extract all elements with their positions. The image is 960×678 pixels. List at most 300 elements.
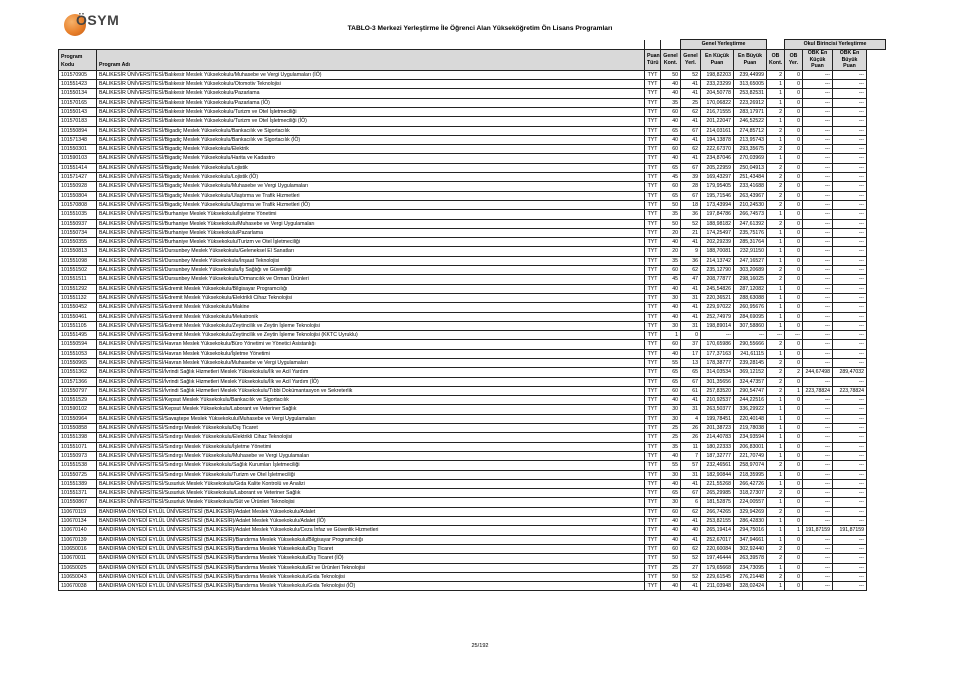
cell-ob-yer: 0: [785, 424, 803, 433]
cell-puan-turu: TYT: [645, 386, 661, 395]
cell-program-code: 101571366: [59, 377, 97, 386]
cell-ob-yer: 0: [785, 135, 803, 144]
cell-obk-en-kucuk-puan: ---: [803, 154, 833, 163]
cell-ob-kont: 1: [767, 442, 785, 451]
cell-en-kucuk-puan: 263,50377: [701, 405, 734, 414]
cell-en-buyuk-puan: 290,55666: [734, 340, 767, 349]
cell-program-name: BANDIRMA ONYEDİ EYLÜL ÜNİVERSİTESİ (BALIKESİR)/Adalet Meslek Yüksekokulu/Adalet (İÖ): [97, 517, 645, 526]
col-ob-yer: OB Yer.: [785, 50, 803, 71]
cell-obk-en-buyuk-puan: ---: [833, 145, 867, 154]
cell-ob-yer: 0: [785, 284, 803, 293]
table-row: [59, 182, 886, 191]
cell-ob-kont: 1: [767, 470, 785, 479]
cell-obk-en-kucuk-puan: ---: [803, 498, 833, 507]
cell-ob-kont: 1: [767, 433, 785, 442]
cell-genel-kont: 60: [661, 182, 681, 191]
cell-genel-kont: 30: [661, 321, 681, 330]
cell-genel-yerl: 67: [681, 126, 701, 135]
cell-program-name: BALIKESİR ÜNİVERSİTESİ/Dursunbey Meslek Yüksekokulu/Ormancılık ve Orman Ürünleri: [97, 275, 645, 284]
cell-genel-yerl: 41: [681, 479, 701, 488]
cell-ob-kont: 1: [767, 498, 785, 507]
cell-obk-en-buyuk-puan: ---: [833, 275, 867, 284]
cell-program-name: BALIKESİR ÜNİVERSİTESİ/Bigadiç Meslek Yüksekokulu/Bankacılık ve Sigortacılık: [97, 126, 645, 135]
cell-program-code: 101570905: [59, 70, 97, 79]
cell-ob-kont: 2: [767, 340, 785, 349]
cell-program-code: 101551511: [59, 275, 97, 284]
cell-en-buyuk-puan: 235,75176: [734, 228, 767, 237]
cell-obk-en-kucuk-puan: ---: [803, 98, 833, 107]
cell-genel-yerl: 25: [681, 98, 701, 107]
cell-ob-kont: 1: [767, 80, 785, 89]
cell-obk-en-buyuk-puan: ---: [833, 117, 867, 126]
table-row: [59, 507, 886, 516]
col-program-kodu: Program Kodu: [59, 50, 97, 71]
cell-puan-turu: TYT: [645, 247, 661, 256]
cell-ob-yer: 2: [785, 368, 803, 377]
cell-program-code: 101551398: [59, 433, 97, 442]
table-row: [59, 498, 886, 507]
table-row: [59, 331, 886, 340]
cell-en-kucuk-puan: 222,67370: [701, 145, 734, 154]
cell-program-name: BALIKESİR ÜNİVERSİTESİ/İvrindi Sağlık Hizmetleri Meslek Yüksekokulu/Tıbbi Dokümantasyon ve Sekreterlik: [97, 386, 645, 395]
cell-genel-kont: 65: [661, 163, 681, 172]
cell-genel-kont: 60: [661, 266, 681, 275]
table-row: [59, 135, 886, 144]
cell-obk-en-buyuk-puan: ---: [833, 107, 867, 116]
document-title: TABLO-3 Merkezi Yerleştirme İle Öğrenci Alan Yükseköğretim Ön Lisans Programları: [347, 25, 613, 32]
cell-ob-yer: 0: [785, 563, 803, 572]
cell-program-name: BALIKESİR ÜNİVERSİTESİ/Bigadiç Meslek Yüksekokulu/Ulaştırma ve Trafik Hizmetleri (İÖ): [97, 200, 645, 209]
cell-genel-yerl: 36: [681, 256, 701, 265]
cell-en-buyuk-puan: 232,91150: [734, 247, 767, 256]
cell-program-name: BANDIRMA ONYEDİ EYLÜL ÜNİVERSİTESİ (BALIKESİR)/Bandırma Meslek Yüksekokulu/Et ve Ürünleri Teknolojisi: [97, 563, 645, 572]
cell-puan-turu: TYT: [645, 210, 661, 219]
cell-en-buyuk-puan: 274,85712: [734, 126, 767, 135]
cell-ob-yer: 0: [785, 266, 803, 275]
cell-en-buyuk-puan: 329,94269: [734, 507, 767, 516]
cell-obk-en-kucuk-puan: ---: [803, 126, 833, 135]
cell-obk-en-buyuk-puan: ---: [833, 479, 867, 488]
cell-ob-yer: 0: [785, 405, 803, 414]
cell-ob-yer: 1: [785, 526, 803, 535]
cell-en-buyuk-puan: 246,52522: [734, 117, 767, 126]
col-ob-kont: OB Kont.: [767, 50, 785, 71]
cell-ob-kont: 2: [767, 126, 785, 135]
cell-ob-yer: 0: [785, 340, 803, 349]
cell-en-kucuk-puan: 174,25497: [701, 228, 734, 237]
cell-genel-kont: 40: [661, 526, 681, 535]
cell-puan-turu: TYT: [645, 498, 661, 507]
cell-puan-turu: TYT: [645, 331, 661, 340]
cell-obk-en-buyuk-puan: ---: [833, 554, 867, 563]
cell-ob-yer: 0: [785, 396, 803, 405]
cell-program-name: BALIKESİR ÜNİVERSİTESİ/Sındırgı Meslek Yüksekokulu/Sağlık Kurumları İşletmeciliği: [97, 461, 645, 470]
cell-genel-yerl: 26: [681, 433, 701, 442]
table-row: [59, 489, 886, 498]
cell-ob-yer: 0: [785, 535, 803, 544]
cell-program-code: 101551502: [59, 266, 97, 275]
cell-program-code: 101551371: [59, 489, 97, 498]
table-row: [59, 405, 886, 414]
cell-genel-yerl: 41: [681, 582, 701, 591]
cell-ob-kont: 1: [767, 210, 785, 219]
cell-ob-yer: 0: [785, 117, 803, 126]
cell-puan-turu: TYT: [645, 461, 661, 470]
table-row: [59, 451, 886, 460]
cell-ob-yer: 0: [785, 303, 803, 312]
cell-ob-kont: 1: [767, 451, 785, 460]
cell-obk-en-kucuk-puan: ---: [803, 275, 833, 284]
cell-program-code: 101570165: [59, 98, 97, 107]
table-row: [59, 563, 886, 572]
cell-en-buyuk-puan: 241,61115: [734, 349, 767, 358]
cell-program-name: BALIKESİR ÜNİVERSİTESİ/Sındırgı Meslek Yüksekokulu/Turizm ve Otel İşletmeciliği: [97, 470, 645, 479]
cell-program-name: BALIKESİR ÜNİVERSİTESİ/Burhaniye Meslek Yüksekokulu/Pazarlama: [97, 228, 645, 237]
col-puan-turu: Puan Türü: [645, 50, 661, 71]
cell-ob-kont: 2: [767, 145, 785, 154]
cell-genel-yerl: 65: [681, 368, 701, 377]
cell-genel-kont: 40: [661, 284, 681, 293]
cell-ob-yer: 0: [785, 200, 803, 209]
cell-program-code: 101551423: [59, 80, 97, 89]
cell-puan-turu: TYT: [645, 544, 661, 553]
table-row: [59, 433, 886, 442]
cell-program-code: 101551071: [59, 442, 97, 451]
cell-obk-en-buyuk-puan: ---: [833, 219, 867, 228]
table-row: [59, 293, 886, 302]
cell-program-name: BANDIRMA ONYEDİ EYLÜL ÜNİVERSİTESİ (BALIKESİR)/Bandırma Meslek Yüksekokulu/Dış Ticaret: [97, 544, 645, 553]
cell-program-name: BANDIRMA ONYEDİ EYLÜL ÜNİVERSİTESİ (BALIKESİR)/Bandırma Meslek Yüksekokulu/Gıda Teknolojisi: [97, 572, 645, 581]
cell-ob-kont: 1: [767, 238, 785, 247]
table-row: [59, 479, 886, 488]
cell-program-code: 101550355: [59, 238, 97, 247]
cell-obk-en-kucuk-puan: ---: [803, 312, 833, 321]
cell-genel-kont: 30: [661, 498, 681, 507]
cell-genel-kont: 50: [661, 219, 681, 228]
cell-program-name: BALIKESİR ÜNİVERSİTESİ/Edremit Meslek Yüksekokulu/Makine: [97, 303, 645, 312]
cell-obk-en-buyuk-puan: ---: [833, 135, 867, 144]
cell-ob-yer: 0: [785, 228, 803, 237]
cell-puan-turu: TYT: [645, 191, 661, 200]
cell-ob-yer: 0: [785, 256, 803, 265]
cell-program-name: BALIKESİR ÜNİVERSİTESİ/Edremit Meslek Yüksekokulu/Zeytincilik ve Zeytin İşleme Teknolojisi (KKTC Uyruklu): [97, 331, 645, 340]
group-genel-yerlestirme: Genel Yerleştirme: [681, 40, 767, 50]
cell-ob-kont: 2: [767, 368, 785, 377]
table-row: [59, 256, 886, 265]
cell-puan-turu: TYT: [645, 507, 661, 516]
cell-ob-yer: 0: [785, 498, 803, 507]
cell-ob-kont: 1: [767, 535, 785, 544]
cell-genel-yerl: 61: [681, 386, 701, 395]
cell-program-code: 110650016: [59, 544, 97, 553]
cell-en-buyuk-puan: 276,21448: [734, 572, 767, 581]
cell-obk-en-buyuk-puan: ---: [833, 154, 867, 163]
cell-genel-kont: 30: [661, 293, 681, 302]
cell-en-kucuk-puan: 194,13878: [701, 135, 734, 144]
cell-genel-kont: 50: [661, 572, 681, 581]
cell-obk-en-kucuk-puan: ---: [803, 145, 833, 154]
cell-en-buyuk-puan: 318,27307: [734, 489, 767, 498]
cell-obk-en-buyuk-puan: ---: [833, 200, 867, 209]
cell-genel-yerl: 41: [681, 312, 701, 321]
cell-puan-turu: TYT: [645, 563, 661, 572]
cell-obk-en-buyuk-puan: ---: [833, 321, 867, 330]
cell-obk-en-kucuk-puan: ---: [803, 349, 833, 358]
cell-genel-kont: 40: [661, 80, 681, 89]
cell-program-name: BALIKESİR ÜNİVERSİTESİ/Kepsut Meslek Yüksekokulu/Laborant ve Veteriner Sağlık: [97, 405, 645, 414]
cell-ob-yer: 1: [785, 386, 803, 395]
cell-puan-turu: TYT: [645, 479, 661, 488]
cell-ob-yer: 0: [785, 238, 803, 247]
cell-genel-yerl: 62: [681, 544, 701, 553]
cell-obk-en-buyuk-puan: ---: [833, 293, 867, 302]
cell-en-kucuk-puan: 177,37163: [701, 349, 734, 358]
cell-obk-en-kucuk-puan: ---: [803, 89, 833, 98]
cell-ob-kont: 1: [767, 405, 785, 414]
cell-obk-en-buyuk-puan: ---: [833, 582, 867, 591]
cell-en-kucuk-puan: 181,52875: [701, 498, 734, 507]
cell-genel-yerl: 41: [681, 535, 701, 544]
cell-program-name: BALIKESİR ÜNİVERSİTESİ/Edremit Meslek Yüksekokulu/Elektrikli Cihaz Teknolojisi: [97, 293, 645, 302]
cell-en-kucuk-puan: 197,84786: [701, 210, 734, 219]
cell-obk-en-kucuk-puan: ---: [803, 479, 833, 488]
table-row: [59, 126, 886, 135]
cell-en-kucuk-puan: 201,22047: [701, 117, 734, 126]
cell-genel-yerl: 52: [681, 554, 701, 563]
cell-obk-en-kucuk-puan: ---: [803, 219, 833, 228]
cell-program-code: 101551105: [59, 321, 97, 330]
table-row: [59, 535, 886, 544]
cell-genel-kont: 40: [661, 89, 681, 98]
cell-program-code: 101550858: [59, 424, 97, 433]
cell-puan-turu: TYT: [645, 117, 661, 126]
table-row: [59, 80, 886, 89]
cell-en-buyuk-puan: 266,42726: [734, 479, 767, 488]
cell-en-buyuk-puan: 283,17971: [734, 107, 767, 116]
cell-program-code: 101551132: [59, 293, 97, 302]
cell-obk-en-kucuk-puan: ---: [803, 358, 833, 367]
cell-genel-yerl: 41: [681, 517, 701, 526]
cell-obk-en-kucuk-puan: ---: [803, 507, 833, 516]
cell-obk-en-buyuk-puan: ---: [833, 377, 867, 386]
cell-ob-yer: 0: [785, 107, 803, 116]
cell-puan-turu: TYT: [645, 173, 661, 182]
cell-en-buyuk-puan: 298,16025: [734, 275, 767, 284]
cell-ob-yer: 0: [785, 349, 803, 358]
cell-genel-kont: 40: [661, 312, 681, 321]
cell-program-name: BALIKESİR ÜNİVERSİTESİ/Kepsut Meslek Yüksekokulu/Bankacılık ve Sigortacılık: [97, 396, 645, 405]
cell-en-kucuk-puan: 208,77877: [701, 275, 734, 284]
col-genel-kont: Genel Kont.: [661, 50, 681, 71]
cell-obk-en-kucuk-puan: ---: [803, 256, 833, 265]
col-en-kucuk-puan: En Küçük Puan: [701, 50, 734, 71]
cell-ob-kont: 1: [767, 582, 785, 591]
table-row: [59, 107, 886, 116]
cell-obk-en-buyuk-puan: ---: [833, 163, 867, 172]
table-row: [59, 582, 886, 591]
cell-genel-yerl: 41: [681, 135, 701, 144]
cell-obk-en-buyuk-puan: ---: [833, 498, 867, 507]
cell-program-name: BALIKESİR ÜNİVERSİTESİ/Susurluk Meslek Yüksekokulu/Süt ve Ürünleri Teknolojisi: [97, 498, 645, 507]
cell-puan-turu: TYT: [645, 321, 661, 330]
cell-ob-kont: 1: [767, 479, 785, 488]
cell-obk-en-kucuk-puan: ---: [803, 331, 833, 340]
cell-program-code: 101570183: [59, 117, 97, 126]
cell-ob-kont: 1: [767, 293, 785, 302]
table-row: [59, 312, 886, 321]
cell-obk-en-kucuk-puan: ---: [803, 377, 833, 386]
cell-genel-kont: 40: [661, 582, 681, 591]
cell-ob-yer: 0: [785, 312, 803, 321]
cell-en-kucuk-puan: 198,89014: [701, 321, 734, 330]
cell-program-name: BALIKESİR ÜNİVERSİTESİ/Bigadiç Meslek Yüksekokulu/Elektrik: [97, 145, 645, 154]
cell-puan-turu: TYT: [645, 238, 661, 247]
cell-obk-en-kucuk-puan: ---: [803, 228, 833, 237]
cell-genel-kont: 65: [661, 377, 681, 386]
cell-en-buyuk-puan: 258,97074: [734, 461, 767, 470]
cell-ob-kont: 1: [767, 89, 785, 98]
cell-program-name: BALIKESİR ÜNİVERSİTESİ/Burhaniye Meslek Yüksekokulu/İşletme Yönetimi: [97, 210, 645, 219]
cell-program-code: 101551362: [59, 368, 97, 377]
cell-en-kucuk-puan: 214,40783: [701, 433, 734, 442]
cell-obk-en-buyuk-puan: ---: [833, 489, 867, 498]
cell-program-code: 101550937: [59, 219, 97, 228]
cell-puan-turu: TYT: [645, 424, 661, 433]
cell-ob-yer: 0: [785, 80, 803, 89]
cell-en-buyuk-puan: 324,47357: [734, 377, 767, 386]
cell-genel-kont: 60: [661, 544, 681, 553]
table-row: [59, 572, 886, 581]
cell-ob-kont: 1: [767, 98, 785, 107]
table-row: [59, 377, 886, 386]
cell-en-buyuk-puan: 223,26912: [734, 98, 767, 107]
cell-en-kucuk-puan: 233,23299: [701, 80, 734, 89]
cell-en-kucuk-puan: 220,36521: [701, 293, 734, 302]
cell-ob-kont: 1: [767, 256, 785, 265]
cell-en-buyuk-puan: 206,83001: [734, 442, 767, 451]
cell-en-kucuk-puan: 187,32777: [701, 451, 734, 460]
cell-ob-yer: 0: [785, 572, 803, 581]
cell-ob-kont: 2: [767, 461, 785, 470]
cell-puan-turu: TYT: [645, 135, 661, 144]
cell-en-buyuk-puan: 260,95676: [734, 303, 767, 312]
table-row: [59, 70, 886, 79]
cell-en-kucuk-puan: 235,12790: [701, 266, 734, 275]
cell-puan-turu: TYT: [645, 80, 661, 89]
cell-genel-kont: 45: [661, 173, 681, 182]
cell-ob-kont: 1: [767, 284, 785, 293]
cell-program-code: 101551538: [59, 461, 97, 470]
cell-puan-turu: TYT: [645, 266, 661, 275]
table-row: [59, 154, 886, 163]
cell-obk-en-buyuk-puan: ---: [833, 256, 867, 265]
cell-en-kucuk-puan: 214,13742: [701, 256, 734, 265]
cell-ob-yer: 0: [785, 442, 803, 451]
cell-obk-en-kucuk-puan: ---: [803, 284, 833, 293]
cell-en-buyuk-puan: 290,54747: [734, 386, 767, 395]
cell-program-code: 101550734: [59, 228, 97, 237]
cell-program-code: 101551495: [59, 331, 97, 340]
cell-genel-kont: 40: [661, 238, 681, 247]
cell-obk-en-buyuk-puan: ---: [833, 517, 867, 526]
cell-obk-en-buyuk-puan: ---: [833, 173, 867, 182]
cell-program-code: 101590103: [59, 154, 97, 163]
cell-puan-turu: TYT: [645, 572, 661, 581]
cell-obk-en-kucuk-puan: ---: [803, 405, 833, 414]
cell-ob-kont: 2: [767, 377, 785, 386]
cell-program-name: BALIKESİR ÜNİVERSİTESİ/Bigadiç Meslek Yüksekokulu/Lojistik: [97, 163, 645, 172]
cell-genel-kont: 50: [661, 554, 681, 563]
cell-obk-en-buyuk-puan: 223,78824: [833, 386, 867, 395]
cell-obk-en-buyuk-puan: ---: [833, 89, 867, 98]
cell-genel-kont: 65: [661, 191, 681, 200]
cell-ob-yer: 0: [785, 70, 803, 79]
cell-program-name: BALIKESİR ÜNİVERSİTESİ/Bigadiç Meslek Yüksekokulu/Ulaştırma ve Trafik Hizmetleri: [97, 191, 645, 200]
cell-program-name: BALIKESİR ÜNİVERSİTESİ/Susurluk Meslek Yüksekokulu/Gıda Kalite Kontrolü ve Analizi: [97, 479, 645, 488]
cell-genel-yerl: 6: [681, 498, 701, 507]
cell-puan-turu: TYT: [645, 433, 661, 442]
cell-ob-kont: 1: [767, 303, 785, 312]
cell-program-code: 101551414: [59, 163, 97, 172]
cell-obk-en-buyuk-puan: ---: [833, 349, 867, 358]
cell-ob-kont: 2: [767, 219, 785, 228]
cell-en-kucuk-puan: 252,74979: [701, 312, 734, 321]
cell-ob-yer: 0: [785, 163, 803, 172]
cell-program-code: 101550928: [59, 182, 97, 191]
cell-program-name: BANDIRMA ONYEDİ EYLÜL ÜNİVERSİTESİ (BALIKESİR)/Bandırma Meslek Yüksekokulu/Dış Ticaret (İÖ): [97, 554, 645, 563]
cell-ob-yer: 0: [785, 126, 803, 135]
cell-ob-kont: 1: [767, 563, 785, 572]
cell-en-buyuk-puan: 284,69095: [734, 312, 767, 321]
cell-genel-yerl: 57: [681, 461, 701, 470]
cell-program-name: BALIKESİR ÜNİVERSİTESİ/Dursunbey Meslek Yüksekokulu/İş Sağlığı ve Güvenliği: [97, 266, 645, 275]
cell-en-kucuk-puan: 229,97022: [701, 303, 734, 312]
cell-obk-en-buyuk-puan: ---: [833, 228, 867, 237]
cell-en-kucuk-puan: 257,83520: [701, 386, 734, 395]
cell-en-buyuk-puan: 244,22516: [734, 396, 767, 405]
cell-genel-yerl: 67: [681, 163, 701, 172]
cell-genel-yerl: 67: [681, 191, 701, 200]
cell-obk-en-buyuk-puan: ---: [833, 191, 867, 200]
cell-obk-en-kucuk-puan: ---: [803, 163, 833, 172]
cell-program-name: BALIKESİR ÜNİVERSİTESİ/Susurluk Meslek Yüksekokulu/Laborant ve Veteriner Sağlık: [97, 489, 645, 498]
cell-puan-turu: TYT: [645, 368, 661, 377]
cell-en-buyuk-puan: 213,95743: [734, 135, 767, 144]
cell-ob-yer: 0: [785, 145, 803, 154]
cell-en-kucuk-puan: 245,54826: [701, 284, 734, 293]
cell-en-buyuk-puan: 302,92440: [734, 544, 767, 553]
cell-en-buyuk-puan: 285,31764: [734, 238, 767, 247]
cell-en-buyuk-puan: 239,44999: [734, 70, 767, 79]
cell-program-name: BALIKESİR ÜNİVERSİTESİ/Bigadiç Meslek Yüksekokulu/Lojistik (İÖ): [97, 173, 645, 182]
cell-obk-en-buyuk-puan: ---: [833, 396, 867, 405]
cell-genel-yerl: 9: [681, 247, 701, 256]
col-obk-en-kucuk-puan: OBK En Küçük Puan: [803, 50, 833, 71]
cell-en-kucuk-puan: 178,38777: [701, 358, 734, 367]
cell-program-code: 101571348: [59, 135, 97, 144]
cell-genel-kont: 50: [661, 200, 681, 209]
cell-puan-turu: TYT: [645, 256, 661, 265]
cell-genel-yerl: 7: [681, 451, 701, 460]
cell-puan-turu: TYT: [645, 154, 661, 163]
cell-en-kucuk-puan: 199,78451: [701, 414, 734, 423]
cell-program-name: BALIKESİR ÜNİVERSİTESİ/Dursunbey Meslek Yüksekokulu/İnşaat Teknolojisi: [97, 256, 645, 265]
cell-program-code: 101550965: [59, 358, 97, 367]
cell-ob-kont: 1: [767, 312, 785, 321]
cell-en-buyuk-puan: 250,04913: [734, 163, 767, 172]
cell-obk-en-kucuk-puan: ---: [803, 238, 833, 247]
cell-obk-en-kucuk-puan: 223,78824: [803, 386, 833, 395]
